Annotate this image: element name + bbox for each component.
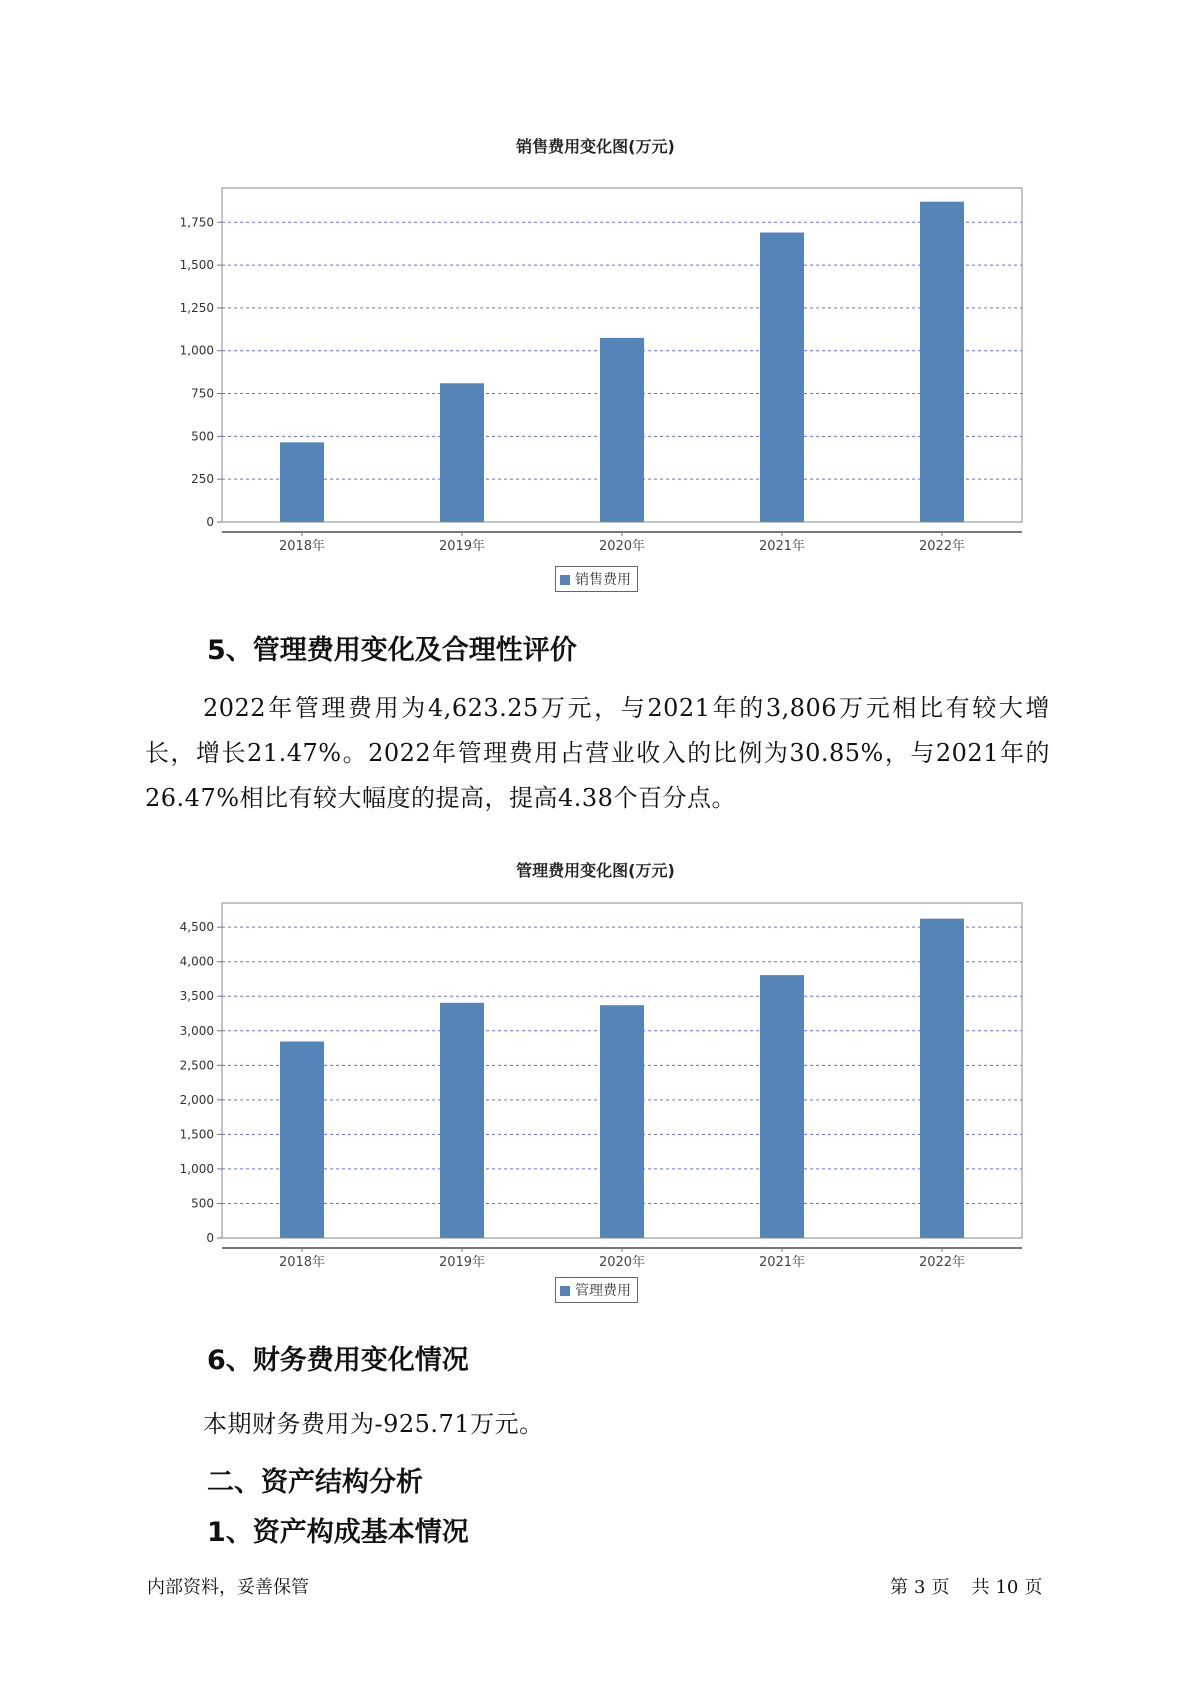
- y-tick-label: 500: [191, 1196, 214, 1211]
- y-tick-label: 4,500: [179, 920, 214, 935]
- x-tick-label: 2020年: [598, 539, 646, 554]
- total-prefix: 共: [971, 1577, 990, 1598]
- section5-paragraph: 2022年管理费用为4,623.25万元，与2021年的3,806万元相比有较大增长，增长21.47%。2022年管理费用占营业收入的比例为30.85%，与2021年的26.47%相比有较大幅度的提高，提高4.38个百分点。: [145, 694, 1050, 812]
- y-tick-label: 1,500: [179, 258, 214, 273]
- x-tick-label: 2022年: [918, 539, 966, 554]
- legend-label: 销售费用: [575, 572, 631, 588]
- page-prefix: 第: [890, 1577, 908, 1598]
- page-number: 3: [914, 1577, 926, 1598]
- x-tick-label: 2021年: [758, 539, 806, 554]
- y-tick-label: 1,250: [179, 300, 214, 315]
- x-tick-label: 2021年: [758, 1255, 806, 1270]
- sales-chart-title: 销售费用变化图(万元): [516, 137, 675, 156]
- y-tick-label: 3,000: [179, 1023, 214, 1038]
- x-tick-label: 2020年: [598, 1255, 646, 1270]
- footer-confidential: 内部资料，妥善保管: [147, 1577, 309, 1598]
- asset-section-heading: 二、资产结构分析: [207, 1467, 423, 1498]
- x-tick-label: 2019年: [438, 1255, 486, 1270]
- footer-page-info: [890, 1573, 1048, 1599]
- bar: [920, 919, 964, 1238]
- legend-label: 管理费用: [575, 1283, 631, 1299]
- y-tick-label: 750: [191, 386, 214, 401]
- x-tick-label: 2019年: [438, 539, 486, 554]
- y-tick-label: 1,500: [179, 1127, 214, 1142]
- bar: [600, 1005, 644, 1238]
- section6-text: 本期财务费用为-925.71万元。: [203, 1410, 544, 1438]
- x-tick-label: 2022年: [918, 1255, 966, 1270]
- y-tick-label: 2,000: [179, 1092, 214, 1107]
- section5-heading: 5、管理费用变化及合理性评价: [207, 635, 577, 666]
- page-unit: 页: [931, 1577, 950, 1598]
- x-tick-label: 2018年: [278, 1255, 326, 1270]
- y-tick-label: 1,750: [179, 215, 214, 230]
- y-tick-label: 3,500: [179, 989, 214, 1004]
- y-tick-label: 1,000: [179, 343, 214, 358]
- y-tick-label: 2,500: [179, 1058, 214, 1073]
- bar: [440, 1003, 484, 1238]
- y-tick-label: 4,000: [179, 954, 214, 969]
- legend-swatch: [560, 1286, 570, 1296]
- y-tick-label: 500: [191, 429, 214, 444]
- total-unit: 页: [1024, 1577, 1043, 1598]
- x-tick-label: 2018年: [278, 539, 326, 554]
- bar: [760, 975, 804, 1238]
- y-tick-label: 250: [191, 472, 214, 487]
- total-number: 10: [995, 1577, 1019, 1598]
- y-tick-label: 0: [206, 515, 214, 529]
- y-tick-label: 1,000: [179, 1161, 214, 1176]
- admin-chart-title: 管理费用变化图(万元): [516, 861, 675, 880]
- asset-subheading: 1、资产构成基本情况: [207, 1517, 469, 1548]
- admin-chart-legend: [555, 1277, 638, 1303]
- section6-heading: 6、财务费用变化情况: [207, 1345, 469, 1376]
- y-tick-label: 0: [206, 1231, 214, 1245]
- bar: [280, 1041, 324, 1238]
